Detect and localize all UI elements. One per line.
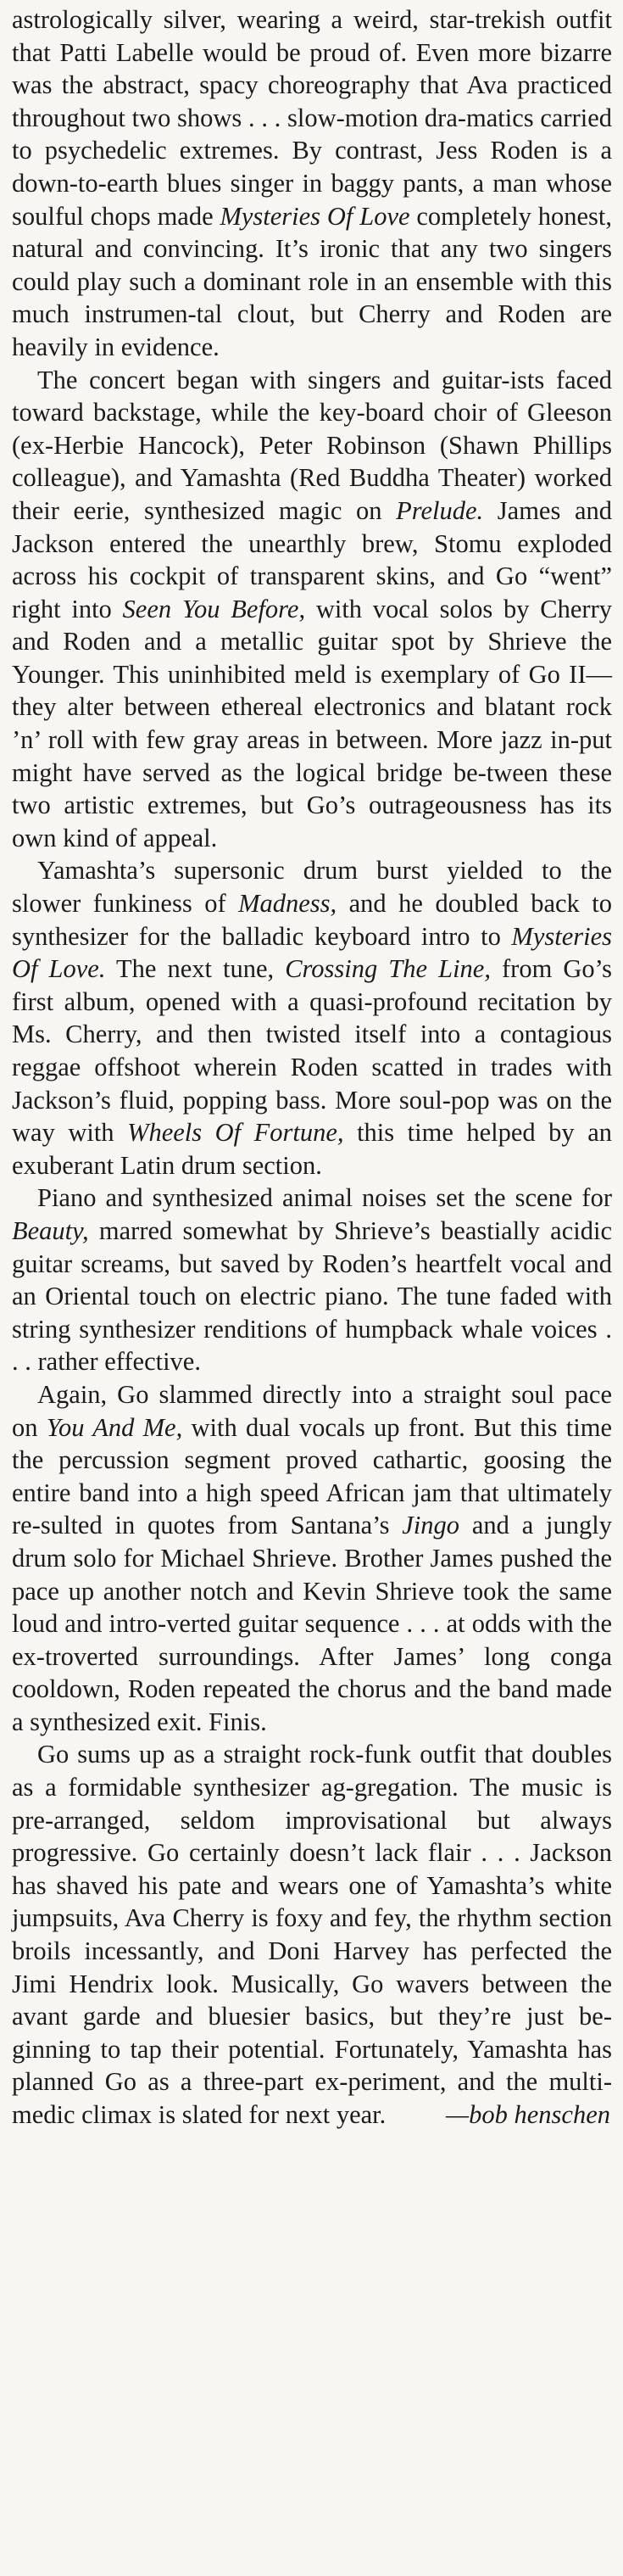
paragraph-text: The next tune, xyxy=(105,954,286,984)
paragraph-text: and he doubled back to synthesizer for the balladic keyboard intro to xyxy=(12,889,612,951)
article-column xyxy=(12,3,612,2132)
paragraph-text: Go sums up as a straight rock-funk outfit that doubles as a formidable synthesizer ag-gregation. The music is pre-arranged, seldom improvisational but always progressive. Go certainly doesn’t lack flair . . . Jackson has shaved his pate and wears one of Yamashta’s white jumpsuits, Ava Cherry is foxy and fey, the rhythm section broils incessantly, and Doni Harvey has perfected the Jimi Hendrix look. Musically, Go wavers between the avant garde and bluesier basics, but they’re just be-ginning to tap their potential. Fortunately, Yamashta has planned Go as a three-part ex-periment, and the multi-medic climax is slated for next year. xyxy=(12,1740,612,2129)
paragraph-text: astrologically silver, wearing a weird, star-trekish outfit that Patti Labelle would be proud of. Even more bizarre was the abstract, spacy choreography that Ava practiced throughout two shows . . . slow-motion dra-matics carried to psychedelic extremes. By contrast, Jess Roden is a down-to-earth blues singer in baggy pants, a man whose soulful chops made xyxy=(12,5,612,231)
italic-title-text: Madness, xyxy=(238,889,337,919)
paragraph-text: The concert began with singers and guitar-ists faced toward backstage, while the key-board choir of Gleeson (ex-Herbie Hancock), Peter Robinson (Shawn Phillips colleague), and Yamashta (Red Buddha Theater) worked their eerie, synthesized magic on xyxy=(12,365,612,525)
italic-title-text: Mysteries Of Love xyxy=(220,201,410,231)
paragraph-text: Piano and synthesized animal noises set the scene for xyxy=(37,1183,612,1213)
paragraph-text: Yamashta’s supersonic drum burst yielded to the slower funkiness of xyxy=(12,856,612,919)
italic-title-text: You And Me, xyxy=(46,1412,183,1442)
paragraph-text: with vocal solos by Cherry and Roden and a metallic guitar spot by Shrieve the Younger. This uninhibited meld is exemplary of Go II—they alter between ethereal electronics and blatant rock ’n’ roll with few gray areas in between. More jazz in-put might have served as the logical bridge be-tween these two artistic extremes, but Go’s outrageousness has its own kind of appeal. xyxy=(12,594,612,852)
paragraph-text: James and Jackson entered the unearthly brew, Stomu exploded across his cockpit of transparent skins, and Go “went” right into xyxy=(12,495,612,623)
article-paragraph xyxy=(12,854,612,1182)
paragraph-text: and a jungly drum solo for Michael Shrieve. Brother James pushed the pace up another notch and Kevin Shrieve took the same loud and intro-verted guitar sequence . . . at odds with the ex-troverted surroundings. After James’ long conga cooldown, Roden repeated the chorus and the band made a synthesized exit. Finis. xyxy=(12,1511,612,1736)
paragraph-text: this time helped by an exuberant Latin drum section. xyxy=(12,1118,612,1180)
article-paragraph xyxy=(12,1378,612,1739)
paragraph-text: marred somewhat by Shrieve’s beastially acidic guitar screams, but saved by Roden’s heartfelt vocal and an Oriental touch on electric piano. The tune faded with string synthesizer renditions of humpback whale voices . . . rather effective. xyxy=(12,1215,612,1377)
italic-title-text: Prelude. xyxy=(396,495,484,525)
article-paragraph xyxy=(12,364,612,855)
italic-title-text: Beauty, xyxy=(12,1215,89,1245)
italic-title-text: Wheels Of Fortune, xyxy=(127,1118,344,1148)
italic-title-text: Mysteries Of Love. xyxy=(12,921,612,984)
paragraph-text: completely honest, natural and convincing. It’s ironic that any two singers could play such a dominant role in an ensemble with this much instrumen-tal clout, but Cherry and Roden are heavily in evidence. xyxy=(12,201,612,361)
article-paragraph xyxy=(12,1738,612,2131)
paragraph-text: with dual vocals up front. But this time the percussion segment proved cathartic, goosing the entire band into a high speed African jam that ultimately re-sulted in quotes from Santana’s xyxy=(12,1412,612,1540)
italic-title-text: Seen You Before, xyxy=(122,594,306,623)
article-paragraph xyxy=(12,3,612,364)
paragraph-text: Again, Go slammed directly into a straight soul pace on xyxy=(12,1379,612,1442)
italic-title-text: Crossing The Line, xyxy=(285,954,491,984)
author-signature: —bob henschen xyxy=(446,2100,610,2129)
article-paragraph xyxy=(12,1182,612,1378)
paragraph-text: from Go’s first album, opened with a quasi-profound recitation by Ms. Cherry, and then twisted itself into a contagious reggae offshoot wherein Roden scatted in trades with Jackson’s fluid, popping bass. More soul-pop was on the way with xyxy=(12,954,612,1148)
italic-title-text: Jingo xyxy=(402,1511,460,1540)
